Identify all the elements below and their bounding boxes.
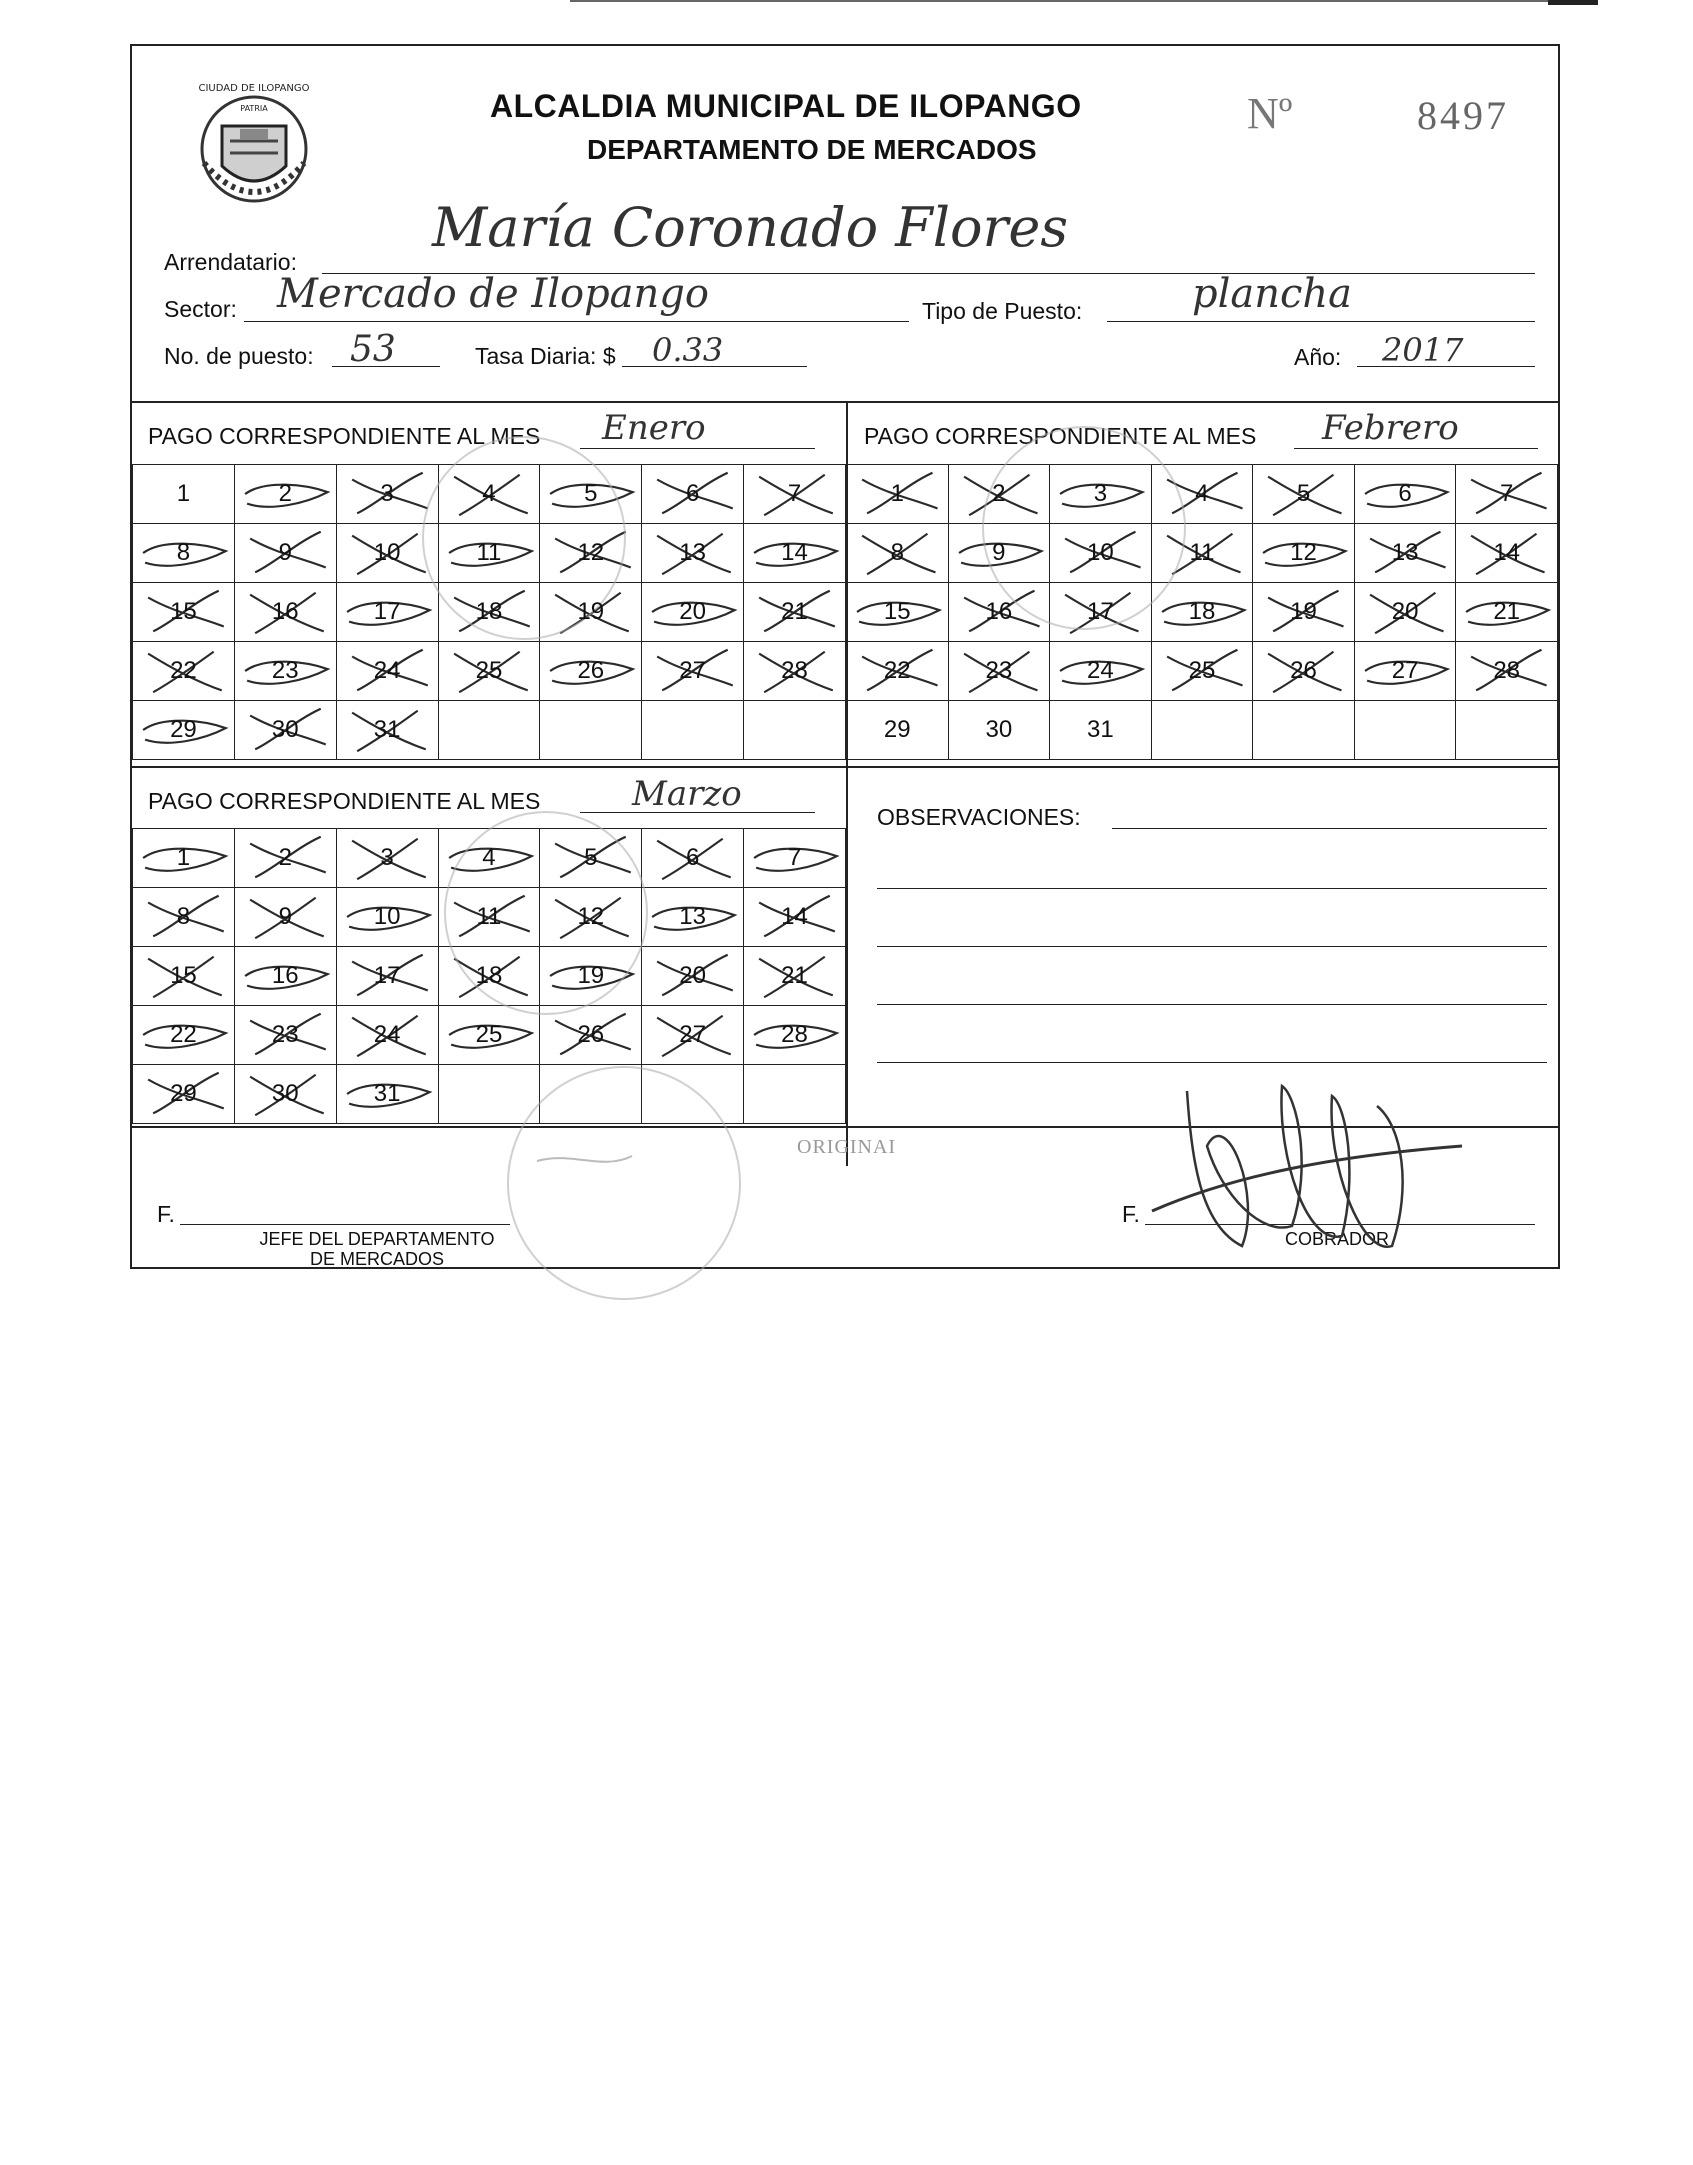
anio-value: 2017 <box>1382 331 1464 369</box>
day-cell <box>1354 642 1456 701</box>
municipal-seal-icon <box>182 71 327 216</box>
observaciones-line <box>1112 828 1547 829</box>
day-cell <box>744 1006 846 1065</box>
day-cell <box>1354 465 1456 524</box>
empty-cell <box>1354 701 1456 760</box>
day-number: 18 <box>475 598 503 625</box>
day-number: 27 <box>679 657 706 684</box>
day-cell <box>744 465 846 524</box>
day-number: 20 <box>1391 598 1419 625</box>
day-cell <box>234 701 336 760</box>
observaciones-line <box>877 1004 1547 1005</box>
day-number: 4 <box>482 844 496 871</box>
divider <box>132 401 1558 403</box>
day-cell <box>744 888 846 947</box>
day-number: 28 <box>781 1021 808 1048</box>
tasa-value: 0.33 <box>652 331 724 369</box>
day-cell <box>948 701 1050 760</box>
puesto-label: No. de puesto: <box>164 343 314 369</box>
day-number: 30 <box>271 716 299 743</box>
month-line <box>1294 448 1538 449</box>
signature-caption-jefe: JEFE DEL DEPARTAMENTO DE MERCADOS <box>259 1229 495 1269</box>
day-number: 4 <box>1195 480 1209 507</box>
day-number: 16 <box>271 962 299 989</box>
day-number: 13 <box>679 903 706 930</box>
day-cell <box>642 465 744 524</box>
day-number: 17 <box>1087 598 1114 625</box>
official-stamp <box>507 1066 741 1300</box>
day-cell <box>336 829 438 888</box>
day-number: 30 <box>985 716 1013 743</box>
day-cell <box>1050 642 1152 701</box>
day-number: 13 <box>1391 539 1419 566</box>
day-cell <box>234 583 336 642</box>
day-cell <box>1253 524 1355 583</box>
day-cell <box>234 888 336 947</box>
day-number: 15 <box>883 598 911 625</box>
day-cell <box>133 642 235 701</box>
day-cell <box>336 1006 438 1065</box>
day-cell <box>234 829 336 888</box>
day-number: 10 <box>373 903 401 930</box>
day-number: 30 <box>271 1080 299 1107</box>
day-cell <box>438 642 540 701</box>
day-cell <box>1151 642 1253 701</box>
signature-line <box>180 1224 510 1225</box>
day-number: 23 <box>271 1021 299 1048</box>
empty-cell <box>744 701 846 760</box>
day-number: 23 <box>985 657 1013 684</box>
day-cell <box>336 888 438 947</box>
day-number: 15 <box>170 962 197 989</box>
day-cell <box>847 465 949 524</box>
month-name: Marzo <box>632 774 742 814</box>
day-number: 20 <box>679 598 706 625</box>
signature-caption-cobrador: COBRADOR <box>1284 1229 1389 1249</box>
empty-cell <box>1456 701 1558 760</box>
day-number: 19 <box>577 598 605 625</box>
day-cell <box>1253 583 1355 642</box>
day-number: 7 <box>787 844 802 871</box>
scan-edge-line <box>570 0 1570 6</box>
day-cell <box>234 524 336 583</box>
observaciones-line <box>877 888 1547 889</box>
observaciones-label: OBSERVACIONES: <box>877 804 1081 830</box>
day-cell <box>336 465 438 524</box>
day-number: 25 <box>1188 657 1216 684</box>
day-number: 21 <box>781 598 808 625</box>
day-number: 18 <box>475 962 503 989</box>
day-cell <box>744 947 846 1006</box>
day-cell <box>133 701 235 760</box>
day-cell <box>540 642 642 701</box>
day-cell <box>133 465 235 524</box>
day-cell <box>1456 465 1558 524</box>
day-number: 12 <box>577 903 605 930</box>
day-cell <box>948 642 1050 701</box>
day-number: 8 <box>176 903 191 930</box>
day-number: 15 <box>170 598 197 625</box>
day-cell <box>744 524 846 583</box>
day-cell <box>234 947 336 1006</box>
day-number: 21 <box>781 962 808 989</box>
day-number: 26 <box>577 657 605 684</box>
day-cell <box>234 642 336 701</box>
sector-value: Mercado de Ilopango <box>277 271 709 317</box>
day-cell <box>336 1065 438 1124</box>
day-cell <box>234 1006 336 1065</box>
payment-card <box>130 44 1560 1269</box>
day-number: 16 <box>271 598 299 625</box>
day-number: 7 <box>787 480 802 507</box>
day-cell <box>1456 524 1558 583</box>
day-number: 19 <box>1290 598 1317 625</box>
day-number: 19 <box>577 962 605 989</box>
day-number: 3 <box>380 844 394 871</box>
observaciones-line <box>877 1062 1547 1063</box>
day-number: 29 <box>170 716 197 743</box>
day-number: 11 <box>1189 539 1215 566</box>
day-number: 27 <box>1391 657 1419 684</box>
day-cell <box>642 829 744 888</box>
svg-text:PATRIA: PATRIA <box>240 104 268 113</box>
day-number: 25 <box>475 657 503 684</box>
empty-cell <box>438 1065 540 1124</box>
day-number: 28 <box>1493 657 1521 684</box>
tasa-label: Tasa Diaria: $ <box>475 343 616 369</box>
day-number: 5 <box>584 844 598 871</box>
day-number: 6 <box>685 844 700 871</box>
day-number: 8 <box>176 539 191 566</box>
day-number: 6 <box>685 480 700 507</box>
month-header-label: PAGO CORRESPONDIENTE AL MES <box>148 788 541 814</box>
day-number: 2 <box>278 844 292 871</box>
day-number: 11 <box>476 903 502 930</box>
empty-cell <box>642 701 744 760</box>
day-cell <box>642 524 744 583</box>
day-number: 28 <box>781 657 808 684</box>
official-stamp <box>444 811 648 1015</box>
day-number: 26 <box>577 1021 605 1048</box>
day-number: 3 <box>1093 480 1108 507</box>
tipo-puesto-line <box>1107 321 1535 322</box>
signature-f-label: F. <box>1122 1201 1140 1227</box>
day-cell <box>336 583 438 642</box>
original-stamp-text: ORIGINAI <box>797 1136 897 1158</box>
receipt-number: 8497 <box>1417 93 1509 138</box>
day-cell <box>642 1006 744 1065</box>
svg-text:CIUDAD DE ILOPANGO: CIUDAD DE ILOPANGO <box>198 83 310 94</box>
official-stamp <box>982 426 1186 630</box>
page-title: ALCALDIA MUNICIPAL DE ILOPANGO <box>490 88 1082 124</box>
page-subtitle: DEPARTAMENTO DE MERCADOS <box>587 134 1037 165</box>
day-cell <box>133 888 235 947</box>
day-cell <box>642 947 744 1006</box>
scan-corner-mark <box>1548 0 1598 13</box>
day-number: 23 <box>271 657 299 684</box>
tipo-puesto-value: plancha <box>1192 271 1353 317</box>
day-number: 1 <box>176 844 191 871</box>
day-cell <box>1151 583 1253 642</box>
day-number: 17 <box>373 598 401 625</box>
empty-cell <box>540 701 642 760</box>
day-number: 31 <box>373 716 401 743</box>
day-cell <box>1354 583 1456 642</box>
day-number: 1 <box>176 480 191 507</box>
day-cell <box>133 947 235 1006</box>
empty-cell <box>744 1065 846 1124</box>
day-number: 1 <box>890 480 904 507</box>
day-number: 26 <box>1290 657 1317 684</box>
day-cell <box>642 642 744 701</box>
tipo-puesto-label: Tipo de Puesto: <box>922 298 1083 324</box>
day-cell <box>744 642 846 701</box>
day-cell <box>336 947 438 1006</box>
number-label: Nº <box>1247 89 1293 138</box>
day-number: 16 <box>985 598 1013 625</box>
day-number: 29 <box>170 1080 197 1107</box>
day-number: 4 <box>482 480 496 507</box>
day-number: 12 <box>1290 539 1317 566</box>
day-cell <box>438 1006 540 1065</box>
day-number: 24 <box>1087 657 1114 684</box>
day-cell <box>234 465 336 524</box>
day-cell <box>1456 642 1558 701</box>
day-number: 17 <box>373 962 401 989</box>
day-cell <box>847 642 949 701</box>
puesto-value: 53 <box>350 329 396 370</box>
day-number: 18 <box>1188 598 1216 625</box>
day-cell <box>1050 701 1152 760</box>
day-number: 3 <box>380 480 394 507</box>
day-number: 10 <box>1087 539 1114 566</box>
day-cell <box>133 1006 235 1065</box>
day-number: 13 <box>679 539 706 566</box>
day-number: 9 <box>278 539 292 566</box>
arrendatario-value: María Coronado Flores <box>432 196 1069 259</box>
empty-cell <box>1151 701 1253 760</box>
day-cell <box>744 829 846 888</box>
month-line <box>580 448 815 449</box>
day-number: 12 <box>577 539 605 566</box>
sector-label: Sector: <box>164 296 237 322</box>
day-cell <box>133 583 235 642</box>
day-number: 7 <box>1500 480 1514 507</box>
day-cell <box>336 642 438 701</box>
empty-cell <box>1253 701 1355 760</box>
day-number: 22 <box>170 1021 197 1048</box>
day-number: 20 <box>679 962 706 989</box>
day-cell <box>336 701 438 760</box>
arrendatario-label: Arrendatario: <box>164 249 297 275</box>
day-cell <box>642 583 744 642</box>
day-number: 27 <box>679 1021 706 1048</box>
month-header-label: PAGO CORRESPONDIENTE AL MES <box>864 423 1257 449</box>
day-cell <box>642 888 744 947</box>
day-number: 5 <box>1296 480 1311 507</box>
month-header-label: PAGO CORRESPONDIENTE AL MES <box>148 423 541 449</box>
anio-label: Año: <box>1294 344 1342 370</box>
day-number: 11 <box>476 539 502 566</box>
day-cell <box>1253 642 1355 701</box>
day-cell <box>133 524 235 583</box>
day-cell <box>847 701 949 760</box>
day-number: 2 <box>992 480 1006 507</box>
day-number: 24 <box>373 657 401 684</box>
sector-line <box>244 321 909 322</box>
day-number: 6 <box>1398 480 1412 507</box>
day-number: 8 <box>890 539 904 566</box>
month-name: Enero <box>602 408 706 448</box>
day-cell <box>847 583 949 642</box>
month-name: Febrero <box>1322 408 1459 448</box>
day-number: 14 <box>781 903 808 930</box>
day-number: 10 <box>373 539 401 566</box>
divider <box>132 766 1558 768</box>
day-number: 22 <box>170 657 197 684</box>
signature-line <box>1145 1224 1535 1225</box>
day-cell <box>847 524 949 583</box>
day-grid-febrero <box>846 464 1558 760</box>
day-number: 31 <box>1087 716 1114 743</box>
day-cell <box>1354 524 1456 583</box>
day-cell <box>133 829 235 888</box>
day-cell <box>1456 583 1558 642</box>
day-number: 14 <box>781 539 808 566</box>
day-number: 9 <box>278 903 292 930</box>
day-number: 24 <box>373 1021 401 1048</box>
day-number: 31 <box>373 1080 401 1107</box>
day-cell <box>744 583 846 642</box>
day-number: 21 <box>1493 598 1521 625</box>
divider <box>132 1126 1558 1128</box>
day-cell <box>1253 465 1355 524</box>
day-number: 14 <box>1493 539 1521 566</box>
signature-f-label: F. <box>157 1201 175 1227</box>
day-number: 25 <box>475 1021 503 1048</box>
empty-cell <box>438 701 540 760</box>
day-cell <box>234 1065 336 1124</box>
day-cell <box>133 1065 235 1124</box>
day-number: 9 <box>992 539 1006 566</box>
observaciones-line <box>877 946 1547 947</box>
day-number: 5 <box>584 480 598 507</box>
day-number: 22 <box>883 657 911 684</box>
day-number: 29 <box>883 716 911 743</box>
day-number: 2 <box>278 480 292 507</box>
